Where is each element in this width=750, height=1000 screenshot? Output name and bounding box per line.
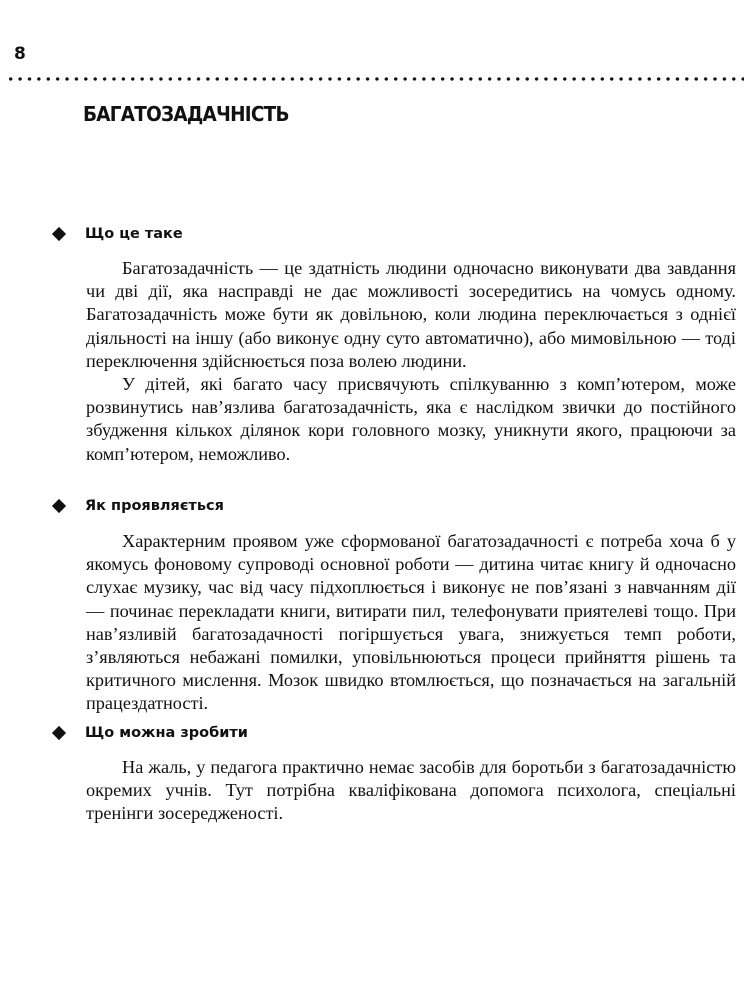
page-number: 8: [14, 44, 26, 64]
diamond-bullet-icon: [52, 726, 66, 740]
section-heading-text: Що це таке: [85, 226, 183, 242]
dotted-separator: [6, 77, 744, 81]
paragraph: На жаль, у педагога практично немає засобів для боротьби з багатозадачністю окремих учнів. Тут потрібна кваліфікована допомога психолога, спеціальні тренінги зосередженості.: [86, 757, 736, 824]
chapter-title: БАГАТОЗАДАЧНІСТЬ: [83, 102, 289, 126]
section-heading-text: Що можна зробити: [85, 725, 248, 741]
section-heading: [50, 222, 736, 246]
diamond-bullet-icon: [52, 499, 66, 513]
section-heading: [50, 494, 736, 518]
paragraph: Багатозадачність — це здатність людини одночасно виконувати два завдання чи дві дії, яка насправді не дає можливості зосередитись на чомусь одному. Багатозадачність може бути як довільною, коли людина переключається з однієї діяльності на іншу (або виконує одну суто автоматично), або мимовільною — тоді переключення здійснюється поза волею людини.: [86, 258, 736, 371]
paragraph: У дітей, які багато часу присвячують спілкуванню з комп’ютером, може розвинутись нав’язлива багатозадачність, яка є наслідком звички до постійного збудження кількох ділянок кори головного мозку, уникнути якого, працюючи за комп’ютером, неможливо.: [86, 374, 736, 464]
diamond-bullet-icon: [52, 227, 66, 241]
paragraph: Характерним проявом уже сформованої багатозадачності є потреба хоча б у якомусь фоновому супроводі основної роботи — дитина читає книгу й одночасно слухає музику, час від часу підхоплюється і виконує не пов’язані з навчанням дії — починає перекладати книги, витирати пил, телефонувати приятелеві тощо. При нав’язливій багатозадачності погіршується увага, знижується темп роботи, з’являються небажані помилки, уповільнюються процеси прийняття рішень та критичного мислення. Мозок швидко втомлюється, що позначається на загальній працездатності.: [86, 531, 736, 714]
section-manifestation: [50, 494, 736, 716]
section-heading: [50, 721, 736, 745]
section-what-is-it: [50, 222, 736, 466]
section-what-to-do: [50, 721, 736, 826]
section-heading-text: Як проявляється: [85, 498, 224, 514]
